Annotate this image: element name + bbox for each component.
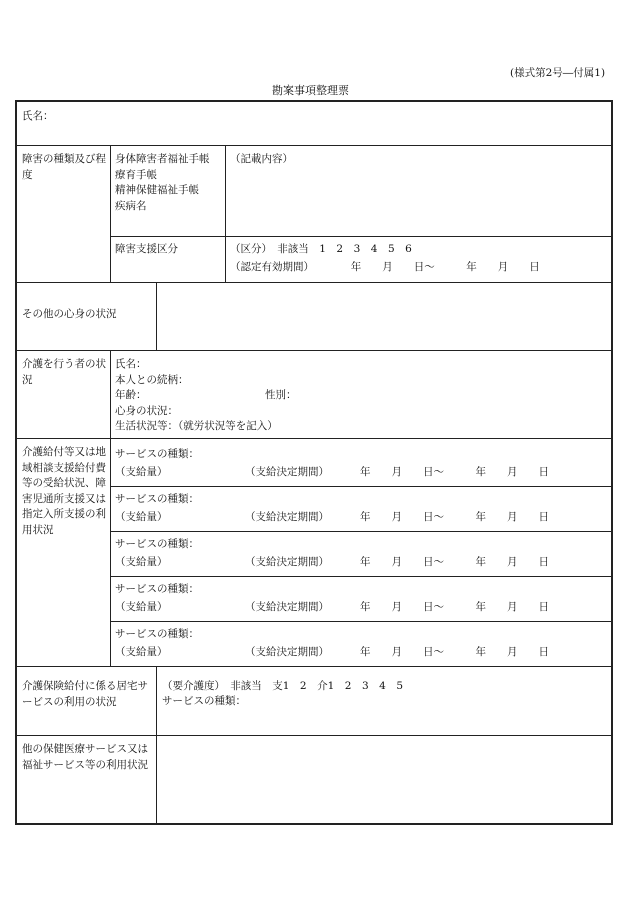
service-period: （支給決定期間） (245, 556, 329, 568)
divider (15, 438, 613, 439)
disability-type: 療育手帳 (115, 168, 157, 181)
caregiver-fields (115, 357, 278, 435)
service-amount: （支給量） (115, 466, 168, 478)
disability-type: 身体障害者福祉手帳 (115, 153, 210, 165)
service-type: サービスの種類： (115, 448, 199, 460)
caregiver-sex: 性別： (265, 389, 297, 401)
service-dates: 年 月 日～ 年 月 日 (360, 466, 549, 478)
service-dates: 年 月 日～ 年 月 日 (360, 556, 549, 568)
service-amount: （支給量） (115, 601, 168, 613)
caregiver-age: 年齢： (115, 389, 147, 401)
service-period: （支給決定期間） (245, 511, 329, 523)
service-type: サービスの種類： (115, 628, 199, 640)
divider (110, 486, 613, 487)
caregiver-relation: 本人との続柄： (115, 373, 189, 386)
form-id: (様式第2号―付属1) (510, 67, 606, 79)
page-title: 勘案事項整理票 (272, 84, 349, 97)
disability-type: 精神保健福祉手帳 (115, 184, 199, 196)
insurance-service-type: サービスの種類： (162, 695, 246, 707)
support-label: 障害支援区分 (115, 243, 178, 255)
validity-period: （認定有効期間） 年 月 日～ 年 月 日 (230, 261, 540, 273)
service-amount: （支給量） (115, 646, 168, 658)
service-type: サービスの種類： (115, 538, 199, 550)
divider (110, 236, 613, 237)
service-type: サービスの種類： (115, 583, 199, 595)
divider (110, 576, 613, 577)
caregiver-label: 介護を行う者の状況 (22, 358, 106, 386)
divider (110, 350, 111, 666)
other-services-label: 他の保健医療サービス又は福祉サービス等の利用状況 (22, 743, 148, 771)
divider (110, 145, 111, 282)
caregiver-condition: 心身の状況： (115, 404, 178, 417)
service-amount: （支給量） (115, 556, 168, 568)
service-dates: 年 月 日～ 年 月 日 (360, 646, 549, 658)
caregiver-living: 生活状況等：（就労状況等を記入） (115, 420, 278, 432)
service-dates: 年 月 日～ 年 月 日 (360, 601, 549, 613)
name-label: 氏名： (22, 110, 54, 122)
divider (15, 666, 613, 667)
service-period: （支給決定期間） (245, 646, 329, 658)
divider (156, 282, 157, 350)
divider (225, 145, 226, 282)
service-period: （支給決定期間） (245, 466, 329, 478)
divider (15, 350, 613, 351)
classification: （区分） 非該当 1 2 3 4 5 6 (230, 243, 412, 255)
content-label: （記載内容） (230, 153, 293, 165)
caregiver-name: 氏名： (115, 358, 147, 370)
disability-types (115, 152, 210, 214)
services-label: 介護給付等又は地域相談支援給付費等の受給状況、障害児通所支援又は指定入所支援の利用状況 (22, 446, 106, 536)
service-dates: 年 月 日～ 年 月 日 (360, 511, 549, 523)
divider (110, 531, 613, 532)
insurance-label: 介護保険給付に係る居宅サービスの利用の状況 (22, 680, 148, 708)
disability-label: 障害の種類及び程度 (22, 153, 106, 181)
divider (110, 621, 613, 622)
divider (15, 145, 613, 146)
divider (15, 735, 613, 736)
divider (156, 666, 157, 825)
service-amount: （支給量） (115, 511, 168, 523)
service-period: （支給決定期間） (245, 601, 329, 613)
care-level: （要介護度） 非該当 支1 2 介1 2 3 4 5 (162, 680, 404, 692)
other-condition-label: その他の心身の状況 (22, 308, 117, 320)
service-type: サービスの種類： (115, 493, 199, 505)
disability-type: 疾病名 (115, 199, 147, 212)
divider (15, 282, 613, 283)
